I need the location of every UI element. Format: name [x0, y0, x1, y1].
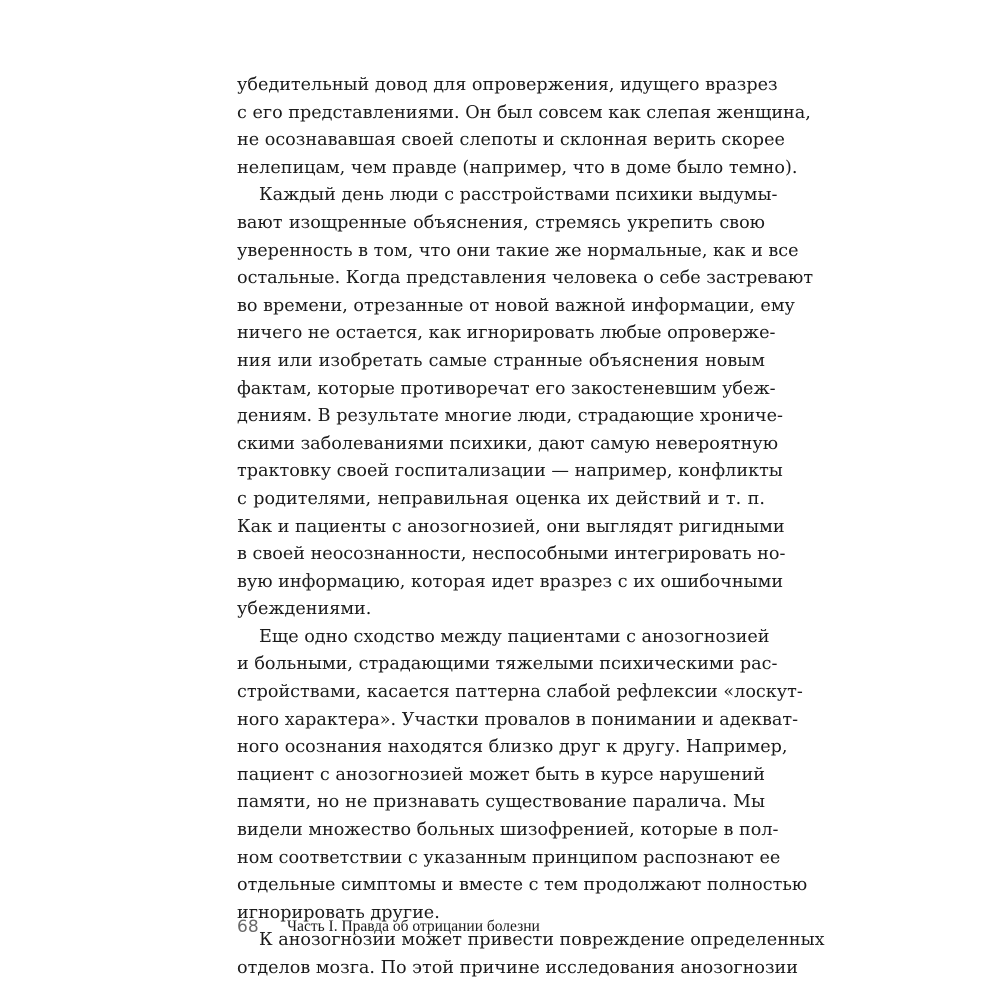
text-line: ного осознания находятся близко друг к другу. Например,	[237, 737, 788, 758]
text-line: убедительный довод для опровержения, идущего вразрез	[237, 75, 778, 95]
text-line: убеждениями.	[237, 599, 372, 620]
text-line: ния или изобретать самые странные объяснения новым	[237, 350, 765, 371]
text-line: вают изощренные объяснения, стремясь укрепить свою	[237, 212, 765, 233]
text-line: Как и пациенты с анозогнозией, они выглядят ригидными	[237, 516, 785, 537]
text-line: памяти, но не признавать существование паралича. Мы	[237, 792, 765, 813]
text-line: отдельные симптомы и вместе с тем продолжают полностью	[237, 875, 808, 896]
text-line: дениям. В результате многие люди, страдающие хрониче-	[237, 406, 783, 427]
page-footer	[237, 912, 765, 942]
text-line: трактовку своей госпитализации — например, конфликты	[237, 461, 783, 482]
text-line: вую информацию, которая идет вразрез с их ошибочными	[237, 571, 784, 592]
text-line: с родителями, неправильная оценка их действий и т. п.	[237, 488, 765, 509]
text-line: уверенность в том, что они такие же нормальные, как и все	[237, 240, 799, 261]
text-line: пациент с анозогнозией может быть в курсе нарушений	[237, 764, 765, 785]
text-line: Еще одно сходство между пациентами с анозогнозией	[259, 626, 770, 647]
text-line: ном соответствии с указанным принципом распознают ее	[237, 847, 781, 868]
text-line: и больными, страдающими тяжелыми психическими рас-	[237, 654, 778, 675]
text-line: ного характера». Участки провалов в понимании и адекват-	[237, 709, 799, 730]
text-line: ничего не остается, как игнорировать любые опроверже-	[237, 323, 776, 344]
text-line: скими заболеваниями психики, дают самую невероятную	[237, 433, 779, 454]
running-head: Часть I. Правда об отрицании болезни	[287, 918, 540, 935]
text-line: стройствами, касается паттерна слабой рефлексии «лоскут-	[237, 682, 803, 703]
text-line: остальные. Когда представления человека о себе застревают	[237, 268, 814, 289]
body-text	[237, 72, 825, 983]
text-line: отделов мозга. По этой причине исследования анозогнозии	[237, 958, 798, 978]
text-line: Каждый день люди с расстройствами психики выдумы-	[259, 185, 778, 206]
text-line: К анозогнозии может привести повреждение определенных	[259, 930, 825, 951]
text-line: видели множество больных шизофренией, которые в пол-	[237, 820, 779, 841]
text-line: не осознававшая своей слепоты и склонная верить скорее	[237, 130, 785, 151]
text-line: игнорировать другие.	[237, 902, 440, 923]
text-line: во времени, отрезанные от новой важной информации, ему	[237, 295, 795, 316]
text-line: с его представлениями. Он был совсем как слепая женщина,	[237, 102, 811, 123]
text-line: фактам, которые противоречат его закостеневшим убеж-	[237, 378, 776, 399]
page-number: 68	[237, 917, 259, 937]
text-line: в своей неосознанности, неспособными интегрировать но-	[237, 544, 786, 565]
text-line: нелепицам, чем правде (например, что в доме было темно).	[237, 157, 798, 178]
